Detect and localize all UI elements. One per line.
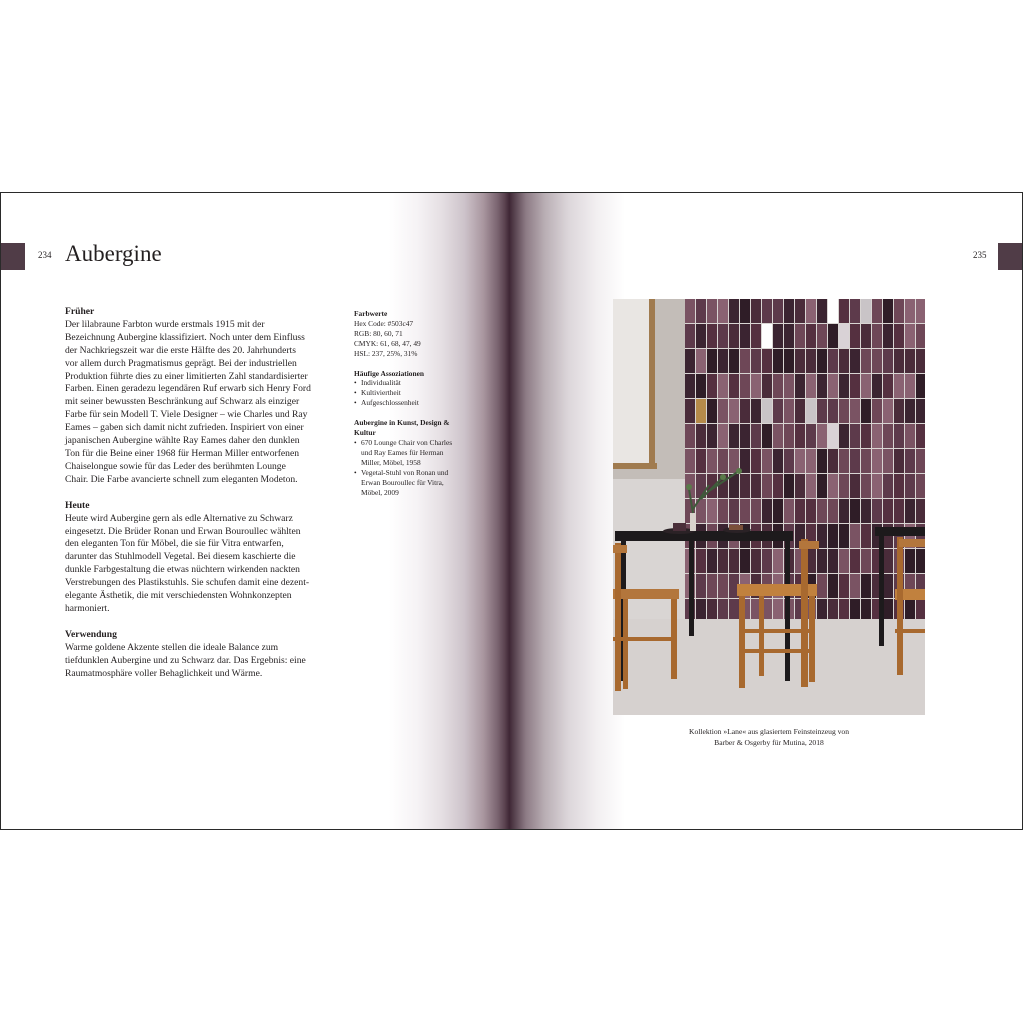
wall-tile xyxy=(817,349,827,373)
wall-tile xyxy=(773,374,783,398)
wall-tile xyxy=(916,474,925,498)
wall-tile xyxy=(718,499,728,523)
list-item: • Individualität xyxy=(354,378,464,388)
wall-tile xyxy=(872,399,882,423)
wall-tile xyxy=(883,449,893,473)
wall-tile xyxy=(762,399,772,423)
wall-tile xyxy=(817,574,827,598)
wall-tile xyxy=(916,549,925,573)
wall-tile xyxy=(828,499,838,523)
wall-tile xyxy=(883,474,893,498)
wall-tile xyxy=(828,549,838,573)
wall-tile xyxy=(729,324,739,348)
wall-tile xyxy=(718,299,728,323)
wall-tile xyxy=(894,299,904,323)
wall-tile xyxy=(718,424,728,448)
wall-tile xyxy=(883,499,893,523)
list-item: • Aufgeschlossenheit xyxy=(354,398,464,408)
wall-tile xyxy=(850,424,860,448)
farbwerte-block xyxy=(354,309,464,359)
wall-tile xyxy=(729,399,739,423)
wall-tile xyxy=(685,324,695,348)
wall-tile xyxy=(784,324,794,348)
wall-tile xyxy=(718,549,728,573)
wall-tile xyxy=(740,349,750,373)
wall-tile xyxy=(839,524,849,548)
wall-tile xyxy=(883,299,893,323)
wall-tile xyxy=(861,299,871,323)
wall-tile xyxy=(839,349,849,373)
wall-tile xyxy=(740,324,750,348)
wall-tile xyxy=(828,474,838,498)
wall-tile xyxy=(828,349,838,373)
wall-tile xyxy=(905,449,915,473)
wall-tile xyxy=(916,499,925,523)
wall-tile xyxy=(696,299,706,323)
wall-tile xyxy=(850,549,860,573)
wall-tile xyxy=(685,349,695,373)
wall-tile xyxy=(795,399,805,423)
wall-tile xyxy=(696,324,706,348)
wall-tile xyxy=(817,499,827,523)
wall-tile xyxy=(850,324,860,348)
wall-tile xyxy=(762,474,772,498)
wall-tile xyxy=(784,399,794,423)
wall-tile xyxy=(850,574,860,598)
wall-tile xyxy=(817,374,827,398)
wall-tile xyxy=(861,549,871,573)
wall-tile xyxy=(707,324,717,348)
wall-tile xyxy=(751,374,761,398)
wall-tile xyxy=(806,324,816,348)
wall-tile xyxy=(795,449,805,473)
wall-tile xyxy=(883,349,893,373)
wall-tile xyxy=(718,374,728,398)
wall-tile xyxy=(839,549,849,573)
wall-tile xyxy=(696,574,706,598)
wall-tile xyxy=(872,299,882,323)
wall-tile xyxy=(861,399,871,423)
wall-tile xyxy=(751,424,761,448)
wall-tile xyxy=(850,299,860,323)
interior-photo-illustration xyxy=(613,299,925,715)
wall-tile xyxy=(740,499,750,523)
wall-tile xyxy=(806,299,816,323)
wall-tile xyxy=(905,424,915,448)
farbwerte-hex: Hex Code: #503c47 xyxy=(354,318,414,328)
wall-tile xyxy=(773,349,783,373)
wall-tile xyxy=(718,574,728,598)
wall-tile xyxy=(894,324,904,348)
wall-tile xyxy=(883,374,893,398)
wall-tile xyxy=(740,374,750,398)
wall-tile xyxy=(729,499,739,523)
assoziationen-list xyxy=(354,378,464,408)
page-title: Aubergine xyxy=(65,241,162,266)
wall-tile xyxy=(850,499,860,523)
list-item: • 670 Lounge Chair von Charles und Ray Eames für Herman Miller, Möbel, 1958 xyxy=(354,438,464,468)
farbwerte-heading: Farbwerte xyxy=(354,309,388,318)
wall-tile xyxy=(916,449,925,473)
wall-tile xyxy=(762,449,772,473)
wall-tile xyxy=(784,374,794,398)
wall-tile xyxy=(773,549,783,573)
wall-tile xyxy=(751,549,761,573)
wall-tile xyxy=(696,449,706,473)
color-tab-right xyxy=(998,243,1022,270)
wall-tile xyxy=(806,424,816,448)
wall-tile xyxy=(740,549,750,573)
wall-tile xyxy=(751,399,761,423)
wall-tile xyxy=(850,449,860,473)
wall-tile xyxy=(707,399,717,423)
section-text-frueher: Der lilabraune Farbton wurde erstmals 1915 mit der Bezeichnung Aubergine klassifiziert. Noch unter dem Einfluss der Nachkriegszeit war die erste Hälfte des 20. Jahrhunderts vor allem durch Pragmatismus geprägt. Bei der industriellen Produktion führte dies zu einer limitierten Zahl standardisierter Farben. Einen geradezu legendären Ruf erwarb sich Henry Ford mit seiner bewussten Beschränkung auf Schwarz als einziger Farbe für sein Modell T. Viele Designer – wie Charles und Ray Eames – gaben sich damit nicht zufrieden. Inspiriert von einer japanischen Aubergine wählte Ray Eames daher den dunklen Ton für die Beine einer 1968 für Herman Miller entworfenen Chaiselongue sowie für das Leder des berühmten Lounge Chair. Die Farbe avancierte schnell zum eleganten Modeton. xyxy=(65,318,311,485)
wall-tile xyxy=(762,349,772,373)
section-heading-heute: Heute xyxy=(65,499,90,511)
assoziationen-heading: Häufige Assoziationen xyxy=(354,368,425,378)
wall-tile xyxy=(817,474,827,498)
page-number-right: 235 xyxy=(973,250,987,260)
wall-tile xyxy=(817,449,827,473)
wall-tile xyxy=(696,374,706,398)
wall-tile xyxy=(707,349,717,373)
wall-tile xyxy=(784,499,794,523)
wall-tile xyxy=(707,299,717,323)
wall-tile xyxy=(762,299,772,323)
wall-tile xyxy=(883,399,893,423)
wall-tile xyxy=(806,399,816,423)
section-heading-frueher: Früher xyxy=(65,306,95,317)
wall-tile xyxy=(718,324,728,348)
wall-tile xyxy=(762,499,772,523)
wall-tile xyxy=(806,449,816,473)
wall-tile xyxy=(916,399,925,423)
wall-tile xyxy=(696,349,706,373)
farbwerte-hsl: HSL: 237, 25%, 31% xyxy=(354,348,418,358)
color-tab-left xyxy=(1,243,25,270)
farbwerte-cmyk: CMYK: 61, 68, 47, 49 xyxy=(354,338,421,348)
wall-tile xyxy=(773,499,783,523)
wall-tile xyxy=(707,449,717,473)
window-frame xyxy=(649,299,655,469)
wall-tile xyxy=(685,399,695,423)
wall-tile xyxy=(707,549,717,573)
wall-tile xyxy=(795,424,805,448)
wall-tile xyxy=(883,549,893,573)
wall-tile xyxy=(894,499,904,523)
wall-tile xyxy=(685,374,695,398)
photo-caption xyxy=(613,726,925,748)
wall-tile xyxy=(806,374,816,398)
wall-tile xyxy=(806,474,816,498)
wall-tile xyxy=(729,299,739,323)
wall-tile xyxy=(762,424,772,448)
wall-tile xyxy=(894,424,904,448)
wall-tile xyxy=(894,449,904,473)
section-text-verwendung: Warme goldene Akzente stellen die ideale Balance zum tiefdunklen Aubergine und zu Schwarz dar. Das Ergebnis: eine Raumatmosphäre voller Behaglichkeit und Wärme. xyxy=(65,641,306,679)
wall-tile xyxy=(839,424,849,448)
wall-tile xyxy=(850,524,860,548)
wall-tile xyxy=(839,474,849,498)
wall-tile xyxy=(685,449,695,473)
wall-tile xyxy=(916,374,925,398)
wall-tile xyxy=(905,324,915,348)
wall-tile xyxy=(916,424,925,448)
wall-tile xyxy=(894,374,904,398)
kunst-list xyxy=(354,438,464,497)
wall-tile xyxy=(773,299,783,323)
wall-tile xyxy=(773,474,783,498)
wall-tile xyxy=(817,399,827,423)
wall-tile xyxy=(784,299,794,323)
kunst-heading: Aubergine in Kunst, Design & Kultur xyxy=(354,418,450,438)
wall-tile xyxy=(839,299,849,323)
wall-tile xyxy=(707,499,717,523)
wall-tile xyxy=(839,399,849,423)
wall-tile xyxy=(916,324,925,348)
wall-tile xyxy=(784,349,794,373)
wall-tile xyxy=(828,299,838,323)
wall-tile xyxy=(762,324,772,348)
caption-line-1: Kollektion »Lane« aus glasiertem Feinsteinzeug von xyxy=(688,727,850,736)
wall-tile xyxy=(828,449,838,473)
wall-tile xyxy=(784,424,794,448)
wall-tile xyxy=(795,299,805,323)
window-pane xyxy=(613,299,655,469)
wall-tile xyxy=(817,424,827,448)
wall-tile xyxy=(784,449,794,473)
book-spread xyxy=(0,192,1023,830)
wall-tile xyxy=(773,399,783,423)
wall-tile xyxy=(795,474,805,498)
wall-tile xyxy=(872,474,882,498)
wall-tile xyxy=(762,549,772,573)
wall-tile xyxy=(861,499,871,523)
wall-tile xyxy=(773,424,783,448)
wall-tile xyxy=(828,524,838,548)
wall-tile xyxy=(696,399,706,423)
wall-tile xyxy=(828,424,838,448)
wall-tile xyxy=(883,324,893,348)
assoziationen-block xyxy=(354,369,464,409)
wall-tile xyxy=(916,299,925,323)
wall-tile xyxy=(850,374,860,398)
wall-tile xyxy=(806,349,816,373)
farbwerte-rgb: RGB: 80, 60, 71 xyxy=(354,328,403,338)
wall-tile xyxy=(751,324,761,348)
wall-tile xyxy=(817,324,827,348)
wall-tile xyxy=(751,449,761,473)
wall-tile xyxy=(740,399,750,423)
wall-tile xyxy=(861,524,871,548)
wall-tile xyxy=(905,349,915,373)
wall-tile xyxy=(872,499,882,523)
wall-tile xyxy=(872,349,882,373)
page-number-left: 234 xyxy=(38,250,52,260)
wall-tile xyxy=(806,499,816,523)
wall-tile xyxy=(828,324,838,348)
wall-tile xyxy=(718,449,728,473)
wall-tile xyxy=(861,424,871,448)
wall-tile xyxy=(861,474,871,498)
interior-photo xyxy=(613,299,925,715)
wall-tile xyxy=(740,424,750,448)
wall-tile xyxy=(828,574,838,598)
wall-tile xyxy=(839,449,849,473)
wall-tile xyxy=(861,349,871,373)
wall-tile xyxy=(795,349,805,373)
wall-tile xyxy=(861,324,871,348)
wall-tile xyxy=(828,399,838,423)
wall-tile xyxy=(696,549,706,573)
wall-tile xyxy=(894,474,904,498)
wall-tile xyxy=(718,399,728,423)
wall-tile xyxy=(740,299,750,323)
wall-tile xyxy=(861,574,871,598)
wall-tile xyxy=(685,299,695,323)
wall-tile xyxy=(839,499,849,523)
main-text-column xyxy=(65,306,311,693)
wall-tile xyxy=(817,299,827,323)
wall-tile xyxy=(773,324,783,348)
kunst-block xyxy=(354,418,464,497)
caption-line-2: Barber & Osgerby für Mutina, 2018 xyxy=(714,738,824,747)
wall-tile xyxy=(685,424,695,448)
wall-tile xyxy=(905,549,915,573)
wall-tile xyxy=(828,374,838,398)
list-item: • Kultiviertheit xyxy=(354,388,464,398)
book-gutter-shadow xyxy=(389,193,625,829)
wall-tile xyxy=(751,349,761,373)
wall-tile xyxy=(839,324,849,348)
wall-tile xyxy=(773,449,783,473)
wall-tile xyxy=(729,549,739,573)
wall-tile xyxy=(707,374,717,398)
section-heading-verwendung: Verwendung xyxy=(65,628,117,640)
sidebar-column xyxy=(354,309,464,507)
wall-tile xyxy=(905,374,915,398)
wall-tile xyxy=(762,374,772,398)
wall-tile xyxy=(861,449,871,473)
wall-tile xyxy=(751,299,761,323)
wall-tile xyxy=(916,349,925,373)
wall-tile xyxy=(872,424,882,448)
wall-tile xyxy=(905,499,915,523)
wall-tile xyxy=(839,574,849,598)
wall-tile xyxy=(894,349,904,373)
wall-tile xyxy=(894,399,904,423)
wall-tile xyxy=(850,349,860,373)
section-text-heute: Heute wird Aubergine gern als edle Alternative zu Schwarz eingesetzt. Die Brüder Ronan und Erwan Bouroullec wählten den eleganten Ton für Möbel, die sie für Vitra entwarfen, darunter das Stuhlmodell Vegetal. Bei diesem kaschierte die dunkle Farbgestaltung die etwas nüchtern wirkenden nackten Verstrebungen des Plastikstuhls. Sie schufen damit eine dezent-elegante Ästhetik, die mit verschiedensten Wohnkonzepten harmoniert. xyxy=(65,512,310,614)
wall-tile xyxy=(872,449,882,473)
wall-tile xyxy=(740,474,750,498)
wall-tile xyxy=(751,474,761,498)
wall-tile xyxy=(817,549,827,573)
wall-tile xyxy=(839,374,849,398)
wall-tile xyxy=(872,374,882,398)
wall-tile xyxy=(707,574,717,598)
wall-tile xyxy=(729,374,739,398)
wall-tile xyxy=(784,474,794,498)
list-item: • Vegetal-Stuhl von Ronan und Erwan Bouroullec für Vitra, Möbel, 2009 xyxy=(354,468,464,498)
wall-tile xyxy=(905,299,915,323)
wall-tile xyxy=(795,374,805,398)
wall-tile xyxy=(707,424,717,448)
wall-tile xyxy=(696,424,706,448)
wall-tile xyxy=(861,374,871,398)
wall-tile xyxy=(729,424,739,448)
wall-tile xyxy=(905,399,915,423)
wall-tile xyxy=(883,574,893,598)
wall-tile xyxy=(850,399,860,423)
wall-tile xyxy=(905,474,915,498)
wall-tile xyxy=(751,499,761,523)
wall-tile xyxy=(883,424,893,448)
wall-tile xyxy=(850,474,860,498)
wall-tile xyxy=(718,349,728,373)
wall-tile xyxy=(872,324,882,348)
wall-tile xyxy=(795,499,805,523)
wall-tile xyxy=(795,324,805,348)
wall-tile xyxy=(729,349,739,373)
floor xyxy=(613,619,925,715)
window-sill xyxy=(613,463,657,469)
